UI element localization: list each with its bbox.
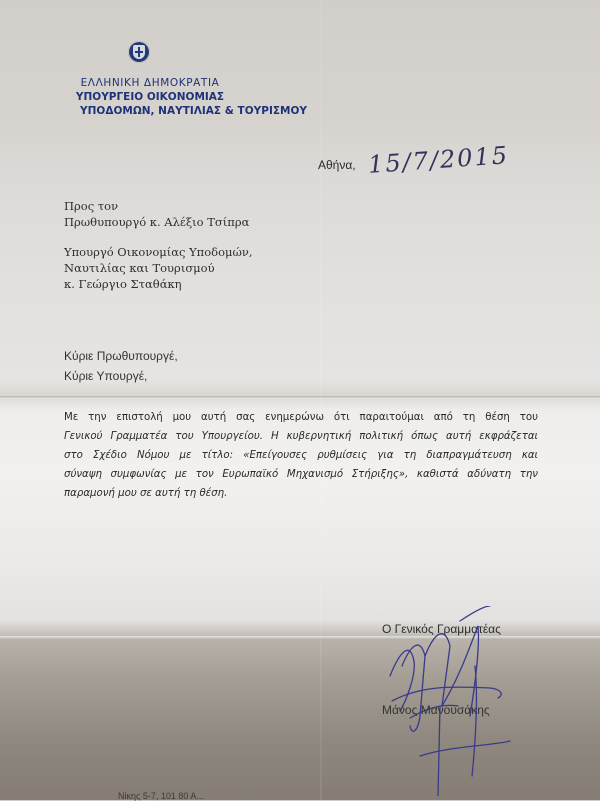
recipient-minister-name: κ. Γεώργιο Σταθάκη (64, 277, 182, 291)
handwritten-date: 15/7/2015 (367, 141, 510, 179)
signatory-title: Ο Γενικός Γραμματέας (382, 622, 501, 636)
body-line: σύναψη συμφωνίας με τον Ευρωπαϊκό Μηχανισμό Στήριξης», καθιστά αδύνατη την (64, 469, 538, 480)
recipient-intro: Προς τον (64, 199, 119, 213)
body-line: Με την επιστολή μου αυτή σας ενημερώνω ότι παραιτούμαι από τη θέση του (64, 412, 538, 423)
paper-crease (320, 0, 322, 800)
footer-address: Νίκης 5-7, 101 80 Α... (118, 791, 204, 801)
body-line: Γενικού Γραμματέα του Υπουργείου. Η κυβερνητική πολιτική όπως αυτή εκφράζεται (64, 431, 538, 442)
letter-body (64, 408, 538, 503)
recipient-minister-line1: Υπουργό Οικονομίας Υποδομών, (64, 245, 253, 259)
body-line: παραμονή μου σε αυτή τη θέση. (64, 488, 228, 499)
letterhead-ministry-sub: ΥΠΟΔΟΜΩΝ, ΝΑΥΤΙΛΙΑΣ & ΤΟΥΡΙΣΜΟΥ (80, 105, 308, 117)
letterhead-country: ΕΛΛΗΝΙΚΗ ΔΗΜΟΚΡΑΤΙΑ (80, 77, 220, 89)
cross-shield-icon (133, 45, 145, 59)
recipients-block (64, 198, 253, 292)
paper-fold-upper (0, 396, 600, 399)
signatory-name: Μάνος Μανουσάκης (382, 703, 490, 717)
body-line: στο Σχέδιο Νόμου με τίτλο: «Επείγουσες ρυθμίσεις για τη διαπραγμάτευση και (64, 450, 538, 461)
recipient-prime-minister: Πρωθυπουργό κ. Αλέξιο Τσίπρα (64, 215, 250, 229)
letterhead (60, 76, 308, 118)
letterhead-ministry: ΥΠΟΥΡΓΕΙΟ ΟΙΚΟΝΟΜΙΑΣ (75, 91, 225, 103)
date-place: Αθήνα, (318, 158, 356, 172)
salutation-prime-minister: Κύριε Πρωθυπουργέ, (64, 349, 178, 363)
recipient-minister-line2: Ναυτιλίας και Τουρισμού (64, 261, 215, 275)
handwritten-signature (380, 606, 530, 796)
salutations (64, 346, 178, 386)
greek-coat-of-arms-icon (128, 41, 150, 63)
salutation-minister: Κύριε Υπουργέ, (64, 369, 148, 383)
